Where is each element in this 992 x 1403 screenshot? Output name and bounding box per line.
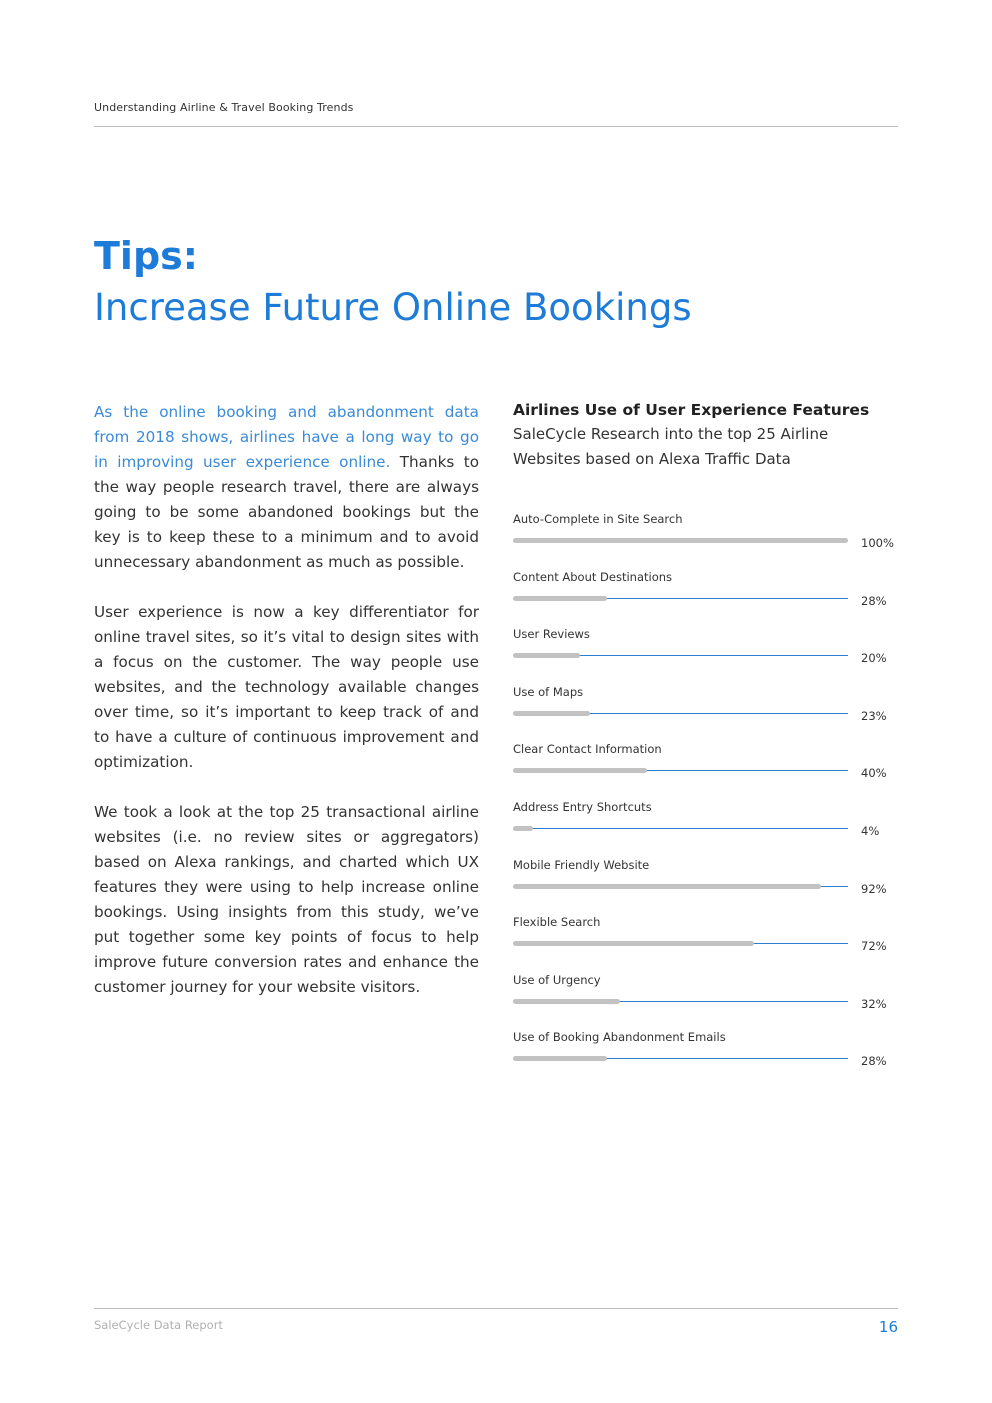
running-header: Understanding Airline & Travel Booking Trends (94, 101, 354, 114)
bar-value-label: 32% (861, 996, 887, 1011)
page-title: Tips: (94, 234, 198, 278)
paragraph-1 (94, 400, 479, 575)
bar-value-label: 28% (861, 1054, 887, 1069)
bar-label: Auto-Complete in Site Search (513, 512, 683, 526)
bar-row (513, 800, 903, 850)
bar-row (513, 973, 903, 1023)
bar-value-label: 72% (861, 939, 887, 954)
paragraph-1-rest: Thanks to the way people research travel, there are always going to be some abandoned bookings but the key is to keep these to a minimum and to avoid unnecessary abandonment as much as possible. (94, 453, 479, 571)
bar-fill (513, 596, 607, 601)
bar-value-label: 28% (861, 593, 887, 608)
bar-row (513, 685, 903, 735)
ux-features-chart (513, 398, 903, 1069)
body-text-column (94, 400, 479, 1025)
bar-label: Use of Booking Abandonment Emails (513, 1030, 726, 1045)
chart-subtitle: SaleCycle Research into the top 25 Airline Websites based on Alexa Traffic Data (513, 425, 829, 468)
bar-row (513, 742, 903, 792)
paragraph-1-lead: As the online booking and abandonment data from 2018 shows, airlines have a long way to go in improving user experience online. (94, 403, 479, 471)
bar-label: Mobile Friendly Website (513, 857, 650, 872)
chart-title: Airlines Use of User Experience Features (513, 401, 870, 419)
page-number: 16 (878, 1318, 898, 1336)
bar-value-label: 100% (861, 536, 894, 550)
bar-row (513, 858, 903, 908)
bar-row (513, 1030, 903, 1080)
bar-label: Use of Urgency (513, 972, 601, 987)
bar-label: Clear Contact Information (513, 742, 662, 757)
paragraph-2: User experience is now a key differentiator for online travel sites, so it’s vital to design sites with a focus on the customer. The way people use websites, and the technology available changes over time, so it’s important to keep track of and to have a culture of continuous improvement and optimization. (94, 603, 479, 771)
bar-track (513, 828, 848, 829)
bar-row (513, 915, 903, 965)
bar-value-label: 20% (861, 651, 887, 666)
bar-label: Use of Maps (513, 684, 584, 699)
bar-label: Address Entry Shortcuts (513, 800, 652, 814)
bar-value-label: 4% (861, 824, 880, 838)
footer-report-name: SaleCycle Data Report (94, 1318, 223, 1332)
bar-fill (513, 768, 647, 773)
bar-fill (513, 653, 580, 658)
bar-fill (513, 941, 754, 946)
bar-fill (513, 538, 848, 543)
bar-row (513, 512, 903, 562)
page-subtitle: Increase Future Online Bookings (94, 286, 692, 329)
bar-label: Content About Destinations (513, 569, 673, 584)
bar-value-label: 92% (861, 881, 887, 896)
bar-fill (513, 884, 821, 889)
header-rule (94, 126, 898, 127)
bar-fill (513, 826, 533, 831)
bar-row (513, 570, 903, 620)
bar-value-label: 40% (861, 766, 887, 781)
bar-row (513, 627, 903, 677)
bar-fill (513, 711, 590, 716)
bar-fill (513, 999, 620, 1004)
bar-fill (513, 1056, 607, 1061)
paragraph-3: We took a look at the top 25 transactional airline websites (i.e. no review sites or aggregators) based on Alexa rankings, and charted which UX features they were using to help increase online bookings. Using insights from this study, we’ve put together some key points of focus to help improve future conversion rates and enhance the customer journey for your website visitors. (94, 803, 479, 996)
footer-rule (94, 1308, 898, 1309)
bar-label: User Reviews (513, 627, 590, 642)
bar-label: Flexible Search (513, 915, 601, 930)
bar-value-label: 23% (861, 708, 887, 723)
